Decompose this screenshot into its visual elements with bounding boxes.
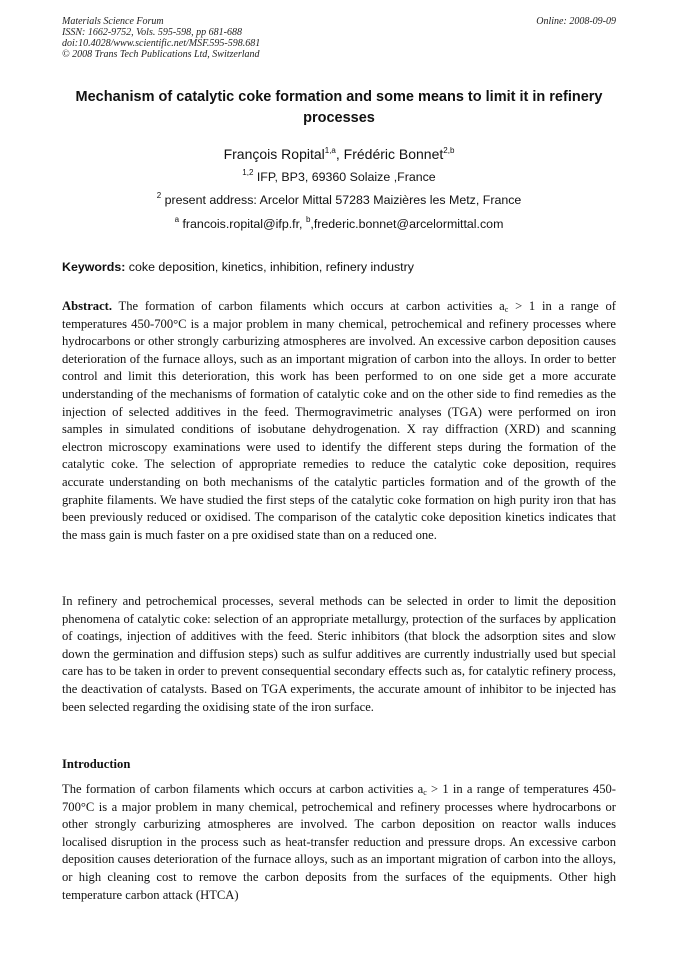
journal-copyright: © 2008 Trans Tech Publications Ltd, Switzerland	[62, 49, 260, 60]
abstract-text-1: The formation of carbon filaments which occurs at carbon activities a	[112, 299, 505, 313]
intro-text-2: > 1 in a range of temperatures 450-700°C is a major problem in many chemical, petrochemical and refinery processes where hydrocarbons or other strongly carburizing atmospheres are involved. The carbon deposition on reactor walls induces localised disruption in the process such as heat-transfer reduction and pressure drops. An excessive carbon deposition causes deterioration of the furnace alloys, such as an important migration of carbon into the alloys, or high cleaning cost to remove the carbon deposits from the surfaces of the equipments. Other high temperature carbon attack (HTCA)	[62, 782, 616, 902]
abstract-paragraph-2: In refinery and petrochemical processes, several methods can be selected in order to limit the deposition phenomena of catalytic coke: selection of an appropriate metallurgy, protection of the surfaces by application of coatings, injection of additives with the feed. Steric inhibitors (that block the adsorption sites and slow down the germination and diffusion steps) such as sulfur additives are currently industrially used but special care has to be taken in order to prevent consequential secondary effects such as, for catalytic refinery process, the deactivation of catalysts. Based on TGA experiments, the accurate amount of inhibitor to be injected has been selected regarding the oxidising state of the iron surface.	[62, 594, 616, 714]
intro-sub: c	[423, 788, 427, 797]
author-2-sup: 2,b	[443, 146, 455, 155]
email-b: ,frederic.bonnet@arcelormittal.com	[310, 217, 504, 231]
abstract-label: Abstract.	[62, 299, 113, 313]
paper-title: Mechanism of catalytic coke formation and some means to limit it in refinery processes	[75, 89, 603, 126]
email-a: francois.ropital@ifp.fr,	[179, 217, 306, 231]
affiliation-2-sup: 2	[156, 191, 162, 200]
introduction-paragraph	[62, 781, 616, 904]
affiliation-1-text: IFP, BP3, 69360 Solaize ,France	[253, 170, 436, 184]
author-separator: ,	[335, 146, 344, 162]
introduction-heading: Introduction	[62, 757, 131, 771]
keywords	[62, 259, 616, 275]
affiliation-2	[62, 192, 616, 208]
intro-text-1: The formation of carbon filaments which occurs at carbon activities a	[62, 782, 424, 796]
affiliation-1	[62, 169, 616, 185]
email-line	[62, 216, 616, 232]
abstract-sub: c	[504, 305, 509, 314]
journal-header	[62, 16, 616, 60]
abstract-paragraph	[62, 298, 616, 544]
keywords-label: Keywords:	[62, 260, 126, 274]
keywords-text: coke deposition, kinetics, inhibition, refinery industry	[125, 260, 414, 274]
email-b-sup: b	[305, 215, 311, 224]
author-1: François Ropital	[223, 146, 325, 162]
journal-name: Materials Science Forum	[62, 16, 164, 27]
journal-issn: ISSN: 1662-9752, Vols. 595-598, pp 681-688	[62, 27, 242, 38]
journal-doi: doi:10.4028/www.scientific.net/MSF.595-598.681	[62, 38, 261, 49]
author-1-sup: 1,a	[324, 146, 336, 155]
affiliation-2-text: present address: Arcelor Mittal 57283 Maizières les Metz, France	[161, 193, 522, 207]
affiliation-1-sup: 1,2	[242, 168, 254, 177]
author-line	[62, 145, 616, 163]
author-2: Frédéric Bonnet	[343, 146, 444, 162]
online-date: Online: 2008-09-09	[536, 16, 616, 27]
email-a-sup: a	[174, 215, 180, 224]
abstract-text-2: > 1 in a range of temperatures 450-700°C is a major problem in many chemical, petrochemical and refinery processes where hydrocarbons or other strongly carburizing atmospheres are involved. An excessive carbon deposition causes deterioration of the furnace alloys, such as an important migration of carbon into the alloys. In order to better control and limit this deterioration, this work has been performed to on one side get a more accurate understanding of the mechanisms of formation of catalytic coke and on the other side to find remedies as the injection of selected additives in the feed. Thermogravimetric analyses (TGA) were performed on iron samples in simulated conditions of isobutane dehydrogenation. X ray diffraction (XRD) and scanning electron microscopy examinations were used to identify the different steps during the formation of the catalytic coke. The selection of appropriate remedies to reduce the catalytic coke deposition, requires accurate understanding on both mechanisms of the catalytic particles formation and of the growth of the graphite filaments. We have studied the first steps of the catalytic coke formation on high purity iron that has been previously reduced or oxidised. The comparison of the catalytic coke deposition kinetics indicates that the mass gain is much faster on a pre oxidised state than on a reduced one.	[62, 299, 616, 542]
